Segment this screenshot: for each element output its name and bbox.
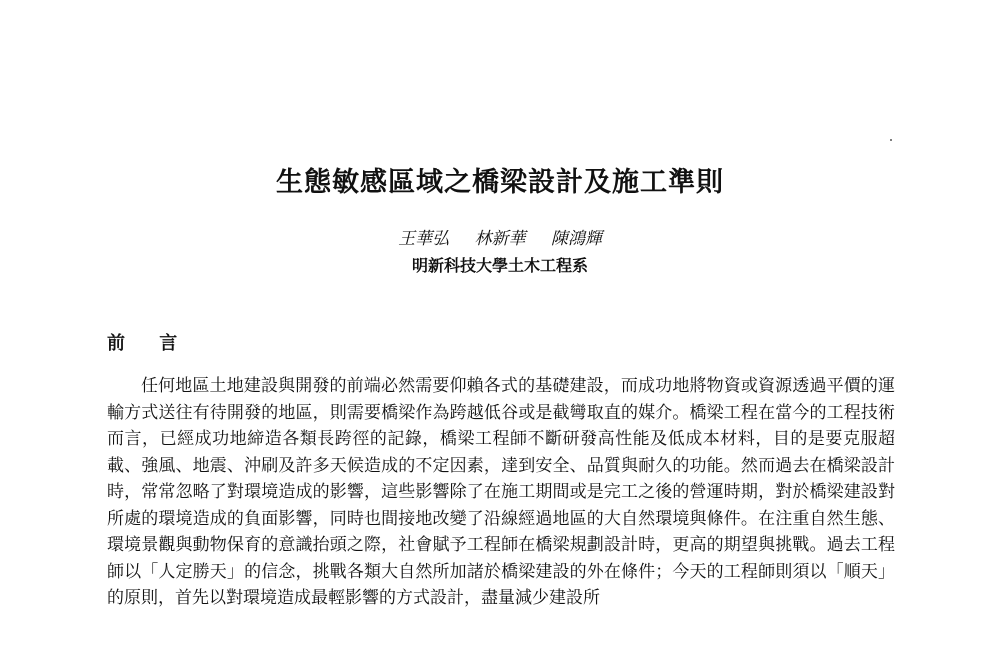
paper-title: 生態敏感區域之橋梁設計及施工準則 [276,167,724,198]
author-list [0,224,1000,249]
author-affiliation: 明新科技大學土木工程系 [411,256,588,275]
scan-speck [890,139,892,141]
author-name: 林新華 [474,229,526,249]
body-paragraph: 任何地區土地建設與開發的前端必然需要仰賴各式的基礎建設，而成功地將物資或資源透過平價的運輸方式送往有待開發的地區，則需要橋梁作為跨越低谷或是截彎取直的媒介。橋梁工程在當今的工程技術而言，已經成功地締造各類長跨徑的記錄，橋梁工程師不斷研發高性能及低成本材料，目的是要克服超載、強風、地震、沖刷及許多天候造成的不定因素，達到安全、品質與耐久的功能。然而過去在橋梁設計時，常常忽略了對環境造成的影響，這些影響除了在施工期間或是完工之後的營運時期，對於橋梁建設對所處的環境造成的負面影響，同時也間接地改變了沿線經過地區的大自然環境與條件。在注重自然生態、環境景觀與動物保育的意識抬頭之際，社會賦予工程師在橋梁規劃設計時，更高的期望與挑戰。過去工程師以「人定勝天」的信念，挑戰各類大自然所加諸於橋梁建設的外在條件；今天的工程師則須以「順天」的原則，首先以對環境造成最輕影響的方式設計，盡量減少建設所 [107,376,895,608]
author-name: 陳鴻輝 [550,229,602,249]
section-heading: 前 言 [107,333,192,354]
author-name: 王華弘 [398,229,450,249]
